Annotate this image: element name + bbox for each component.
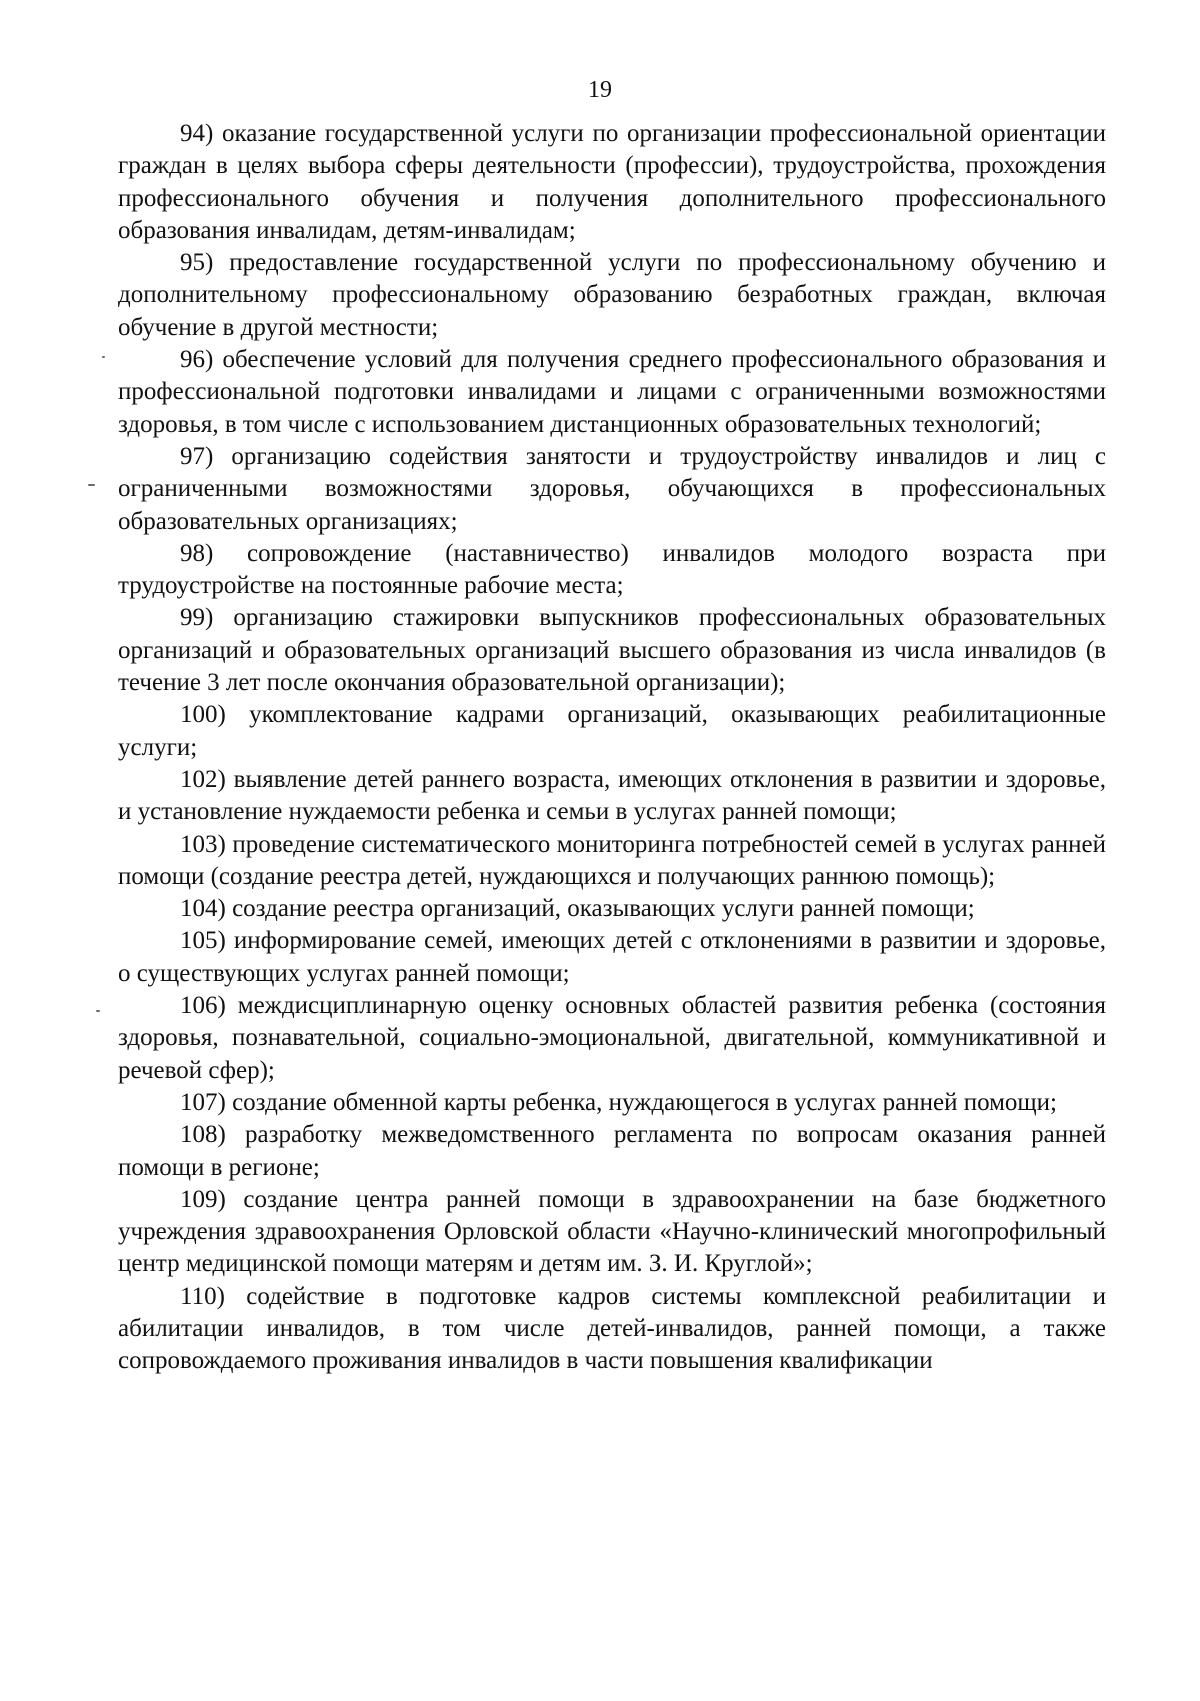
page-number: 19	[588, 77, 612, 103]
scan-speck	[102, 356, 105, 358]
scan-speck	[96, 1010, 100, 1012]
list-item: 106) междисциплинарную оценку основных областей развития ребенка (состояния здоровья, познавательной, социально-эмоциональной, двигательной, коммуникативной и речевой сфер);	[118, 992, 1106, 1084]
document-body	[118, 118, 1106, 1378]
list-item: 96) обеспечение условий для получения среднего профессионального образования и профессиональной подготовки инвалидами и лицами с ограниченными возможностями здоровья, в том числе с использованием дистанционных образовательных технологий;	[118, 346, 1106, 438]
list-item: 105) информирование семей, имеющих детей с отклонениями в развитии и здоровье, о существующих услугах ранней помощи;	[118, 927, 1106, 987]
list-item: 110) содействие в подготовке кадров системы комплексной реабилитации и абилитации инвалидов, в том числе детей-инвалидов, ранней помощи, а также сопровождаемого проживания инвалидов в части повышения квалификации	[118, 1282, 1106, 1375]
list-item: 100) укомплектование кадрами организаций, оказывающих реабилитационные услуги;	[118, 701, 1106, 761]
list-item: 94) оказание государственной услуги по организации профессиональной ориентации граждан в целях выбора сферы деятельности (профессии), трудоустройства, прохождения профессионального обучения и получения дополнительного профессионального образования инвалидам, детям-инвалидам;	[118, 120, 1106, 244]
list-item: 99) организацию стажировки выпускников профессиональных образовательных организаций и образовательных организаций высшего образования из числа инвалидов (в течение 3 лет после окончания образовательной организации);	[118, 604, 1106, 697]
scan-speck	[88, 484, 95, 486]
list-item: 104) создание реестра организаций, оказывающих услуги ранней помощи;	[180, 895, 975, 923]
list-item: 98) сопровождение (наставничество) инвалидов молодого возраста при трудоустройстве на постоянные рабочие места;	[118, 539, 1106, 600]
list-item: 107) создание обменной карты ребенка, нуждающегося в услугах ранней помощи;	[180, 1088, 1057, 1116]
list-item: 95) предоставление государственной услуги по профессиональному обучению и дополнительному профессиональному образованию безработных граждан, включая обучение в другой местности;	[118, 249, 1106, 341]
list-item: 97) организацию содействия занятости и трудоустройству инвалидов и лиц с ограниченными возможностями здоровья, обучающихся в профессиональных образовательных организациях;	[118, 442, 1106, 535]
list-item: 109) создание центра ранней помощи в здравоохранении на базе бюджетного учреждения здравоохранения Орловской области «Научно-клинический многопрофильный центр медицинской помощи матерям и детям им. З. И. Круглой»;	[118, 1185, 1106, 1278]
list-item: 103) проведение систематического мониторинга потребностей семей в услугах ранней помощи (создание реестра детей, нуждающихся и получающих раннюю помощь);	[118, 830, 1106, 890]
list-item: 102) выявление детей раннего возраста, имеющих отклонения в развитии и здоровье, и установление нуждаемости ребенка и семьи в услугах ранней помощи;	[118, 765, 1106, 826]
list-item: 108) разработку межведомственного регламента по вопросам оказания ранней помощи в регионе;	[118, 1121, 1106, 1181]
